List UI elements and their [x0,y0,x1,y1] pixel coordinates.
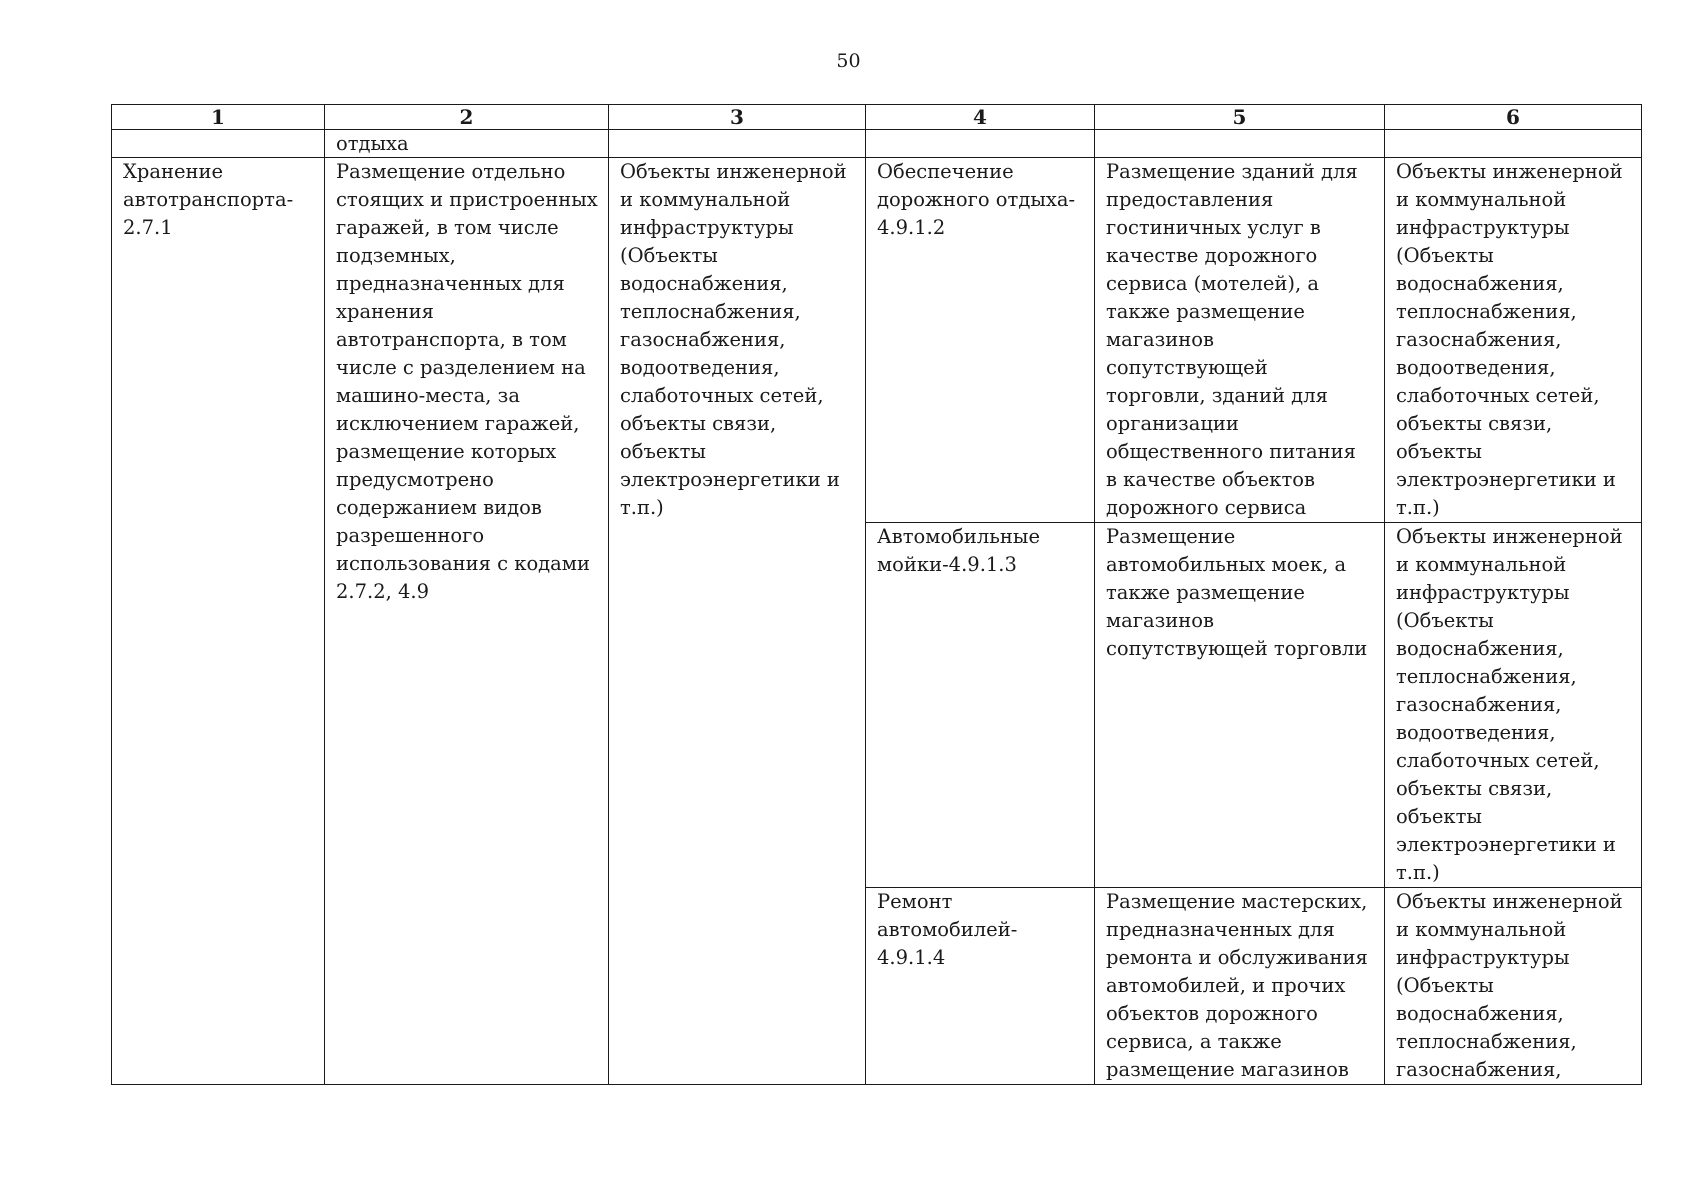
header-col-1: 1 [112,105,325,130]
sub-infrastructure: Объекты инженерной и коммунальной инфраструктуры (Объекты водоснабжения, теплоснабжения, газоснабжения, водоотведения, слаботочных сетей, объекты связи, объекты электроэнергетики и т.п.) [1396,160,1623,519]
sub-infrastructure-cell [1385,158,1642,523]
sub-use-type-cell [866,158,1095,523]
sub-use-description: Размещение автомобильных моек, а также размещение магазинов сопутствующей торговли [1106,525,1368,660]
land-use-table [111,104,1642,1085]
header-col-6: 6 [1385,105,1642,130]
continuation-cell-4 [866,130,1095,158]
main-use-description: Размещение отдельно стоящих и пристроенных гаражей, в том числе подземных, предназначенных для хранения автотранспорта, в том числе с разделением на машино-места, за исключением гаражей, размещение которых предусмотрено содержанием видов разрешенного использования с кодами 2.7.2, 4.9 [336,160,598,603]
sub-use-description-cell [1095,523,1385,888]
sub-infrastructure: Объекты инженерной и коммунальной инфраструктуры (Объекты водоснабжения, теплоснабжения, газоснабжения, [1396,890,1623,1081]
sub-use-type-cell [866,523,1095,888]
sub-use-type: Ремонт автомобилей- 4.9.1.4 [877,890,1018,969]
sub-use-description: Размещение зданий для предоставления гостиничных услуг в качестве дорожного сервиса (мотелей), а также размещение магазинов сопутствующей торговли, зданий для организации общественного питания в качестве объектов дорожного сервиса [1106,160,1358,519]
continuation-row [112,130,1642,158]
sub-infrastructure-cell [1385,888,1642,1085]
continuation-cell-3 [609,130,866,158]
sub-use-type: Автомобильные мойки-4.9.1.3 [877,525,1040,576]
main-infrastructure: Объекты инженерной и коммунальной инфраструктуры (Объекты водоснабжения, теплоснабжения, газоснабжения, водоотведения, слаботочных сетей, объекты связи, объекты электроэнергетики и т.п.) [620,160,847,519]
sub-use-description-cell [1095,158,1385,523]
header-col-3: 3 [609,105,866,130]
header-row [112,105,1642,130]
sub-infrastructure: Объекты инженерной и коммунальной инфраструктуры (Объекты водоснабжения, теплоснабжения, газоснабжения, водоотведения, слаботочных сетей, объекты связи, объекты электроэнергетики и т.п.) [1396,525,1623,884]
main-use-type-cell [112,158,325,1085]
continuation-cell-5 [1095,130,1385,158]
sub-use-type-cell [866,888,1095,1085]
sub-use-description-cell [1095,888,1385,1085]
page-number: 50 [836,50,861,72]
continuation-cell-2: отдыха [325,130,609,158]
main-use-description-cell [325,158,609,1085]
main-use-type: Хранение автотранспорта- 2.7.1 [123,160,294,239]
continuation-cell-6 [1385,130,1642,158]
sub-infrastructure-cell [1385,523,1642,888]
header-col-2: 2 [325,105,609,130]
main-infrastructure-cell [609,158,866,1085]
continuation-cell-1 [112,130,325,158]
header-col-5: 5 [1095,105,1385,130]
header-col-4: 4 [866,105,1095,130]
table-row [112,158,1642,523]
sub-use-type: Обеспечение дорожного отдыха- 4.9.1.2 [877,160,1076,239]
sub-use-description: Размещение мастерских, предназначенных для ремонта и обслуживания автомобилей, и прочих объектов дорожного сервиса, а также размещение магазинов [1106,890,1368,1081]
